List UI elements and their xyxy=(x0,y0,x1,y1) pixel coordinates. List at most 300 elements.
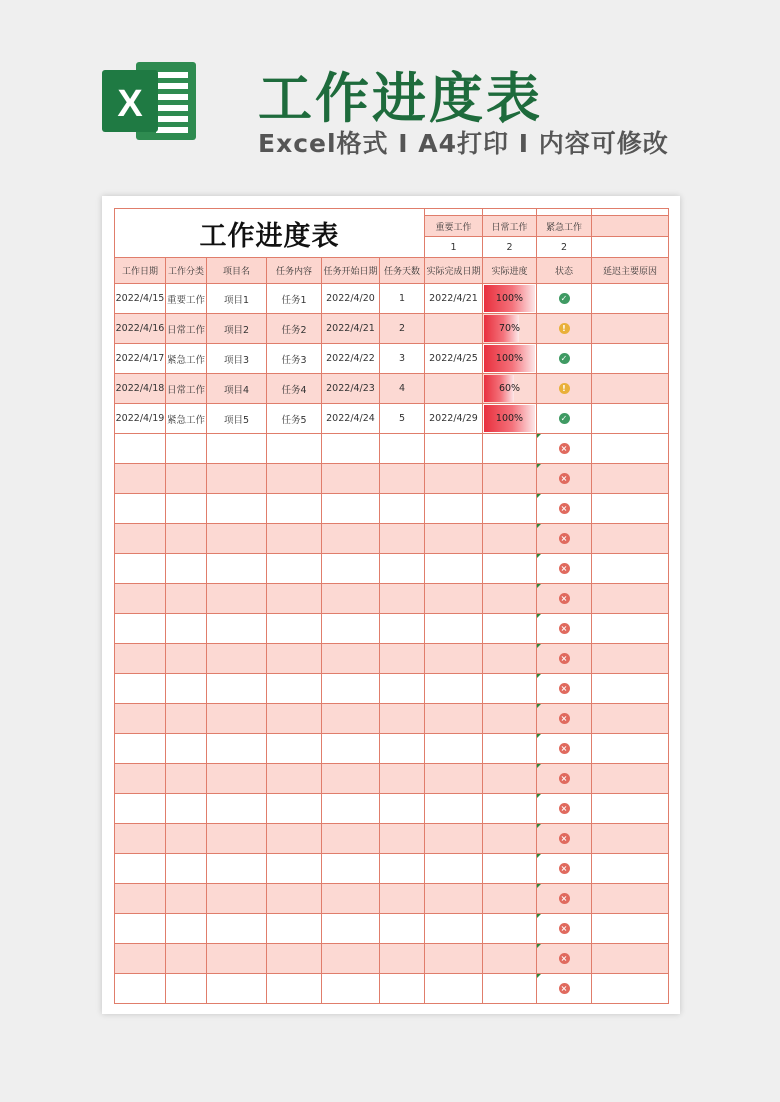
cross-circle-icon: × xyxy=(559,443,570,454)
cell-delay-reason[interactable] xyxy=(592,314,669,344)
table-cell[interactable] xyxy=(592,434,669,464)
cell-progress[interactable] xyxy=(483,284,537,314)
table-cell[interactable] xyxy=(592,524,669,554)
table-cell[interactable] xyxy=(483,674,537,704)
table-cell[interactable] xyxy=(115,704,166,734)
table-cell[interactable] xyxy=(380,884,425,914)
comment-marker-icon xyxy=(537,824,541,828)
table-cell[interactable] xyxy=(592,794,669,824)
table-cell[interactable] xyxy=(267,644,322,674)
table-row-empty xyxy=(115,614,669,644)
cell-progress[interactable] xyxy=(483,404,537,434)
cell-progress[interactable] xyxy=(483,314,537,344)
table-cell[interactable] xyxy=(207,764,267,794)
table-cell[interactable] xyxy=(166,734,207,764)
table-row-empty xyxy=(115,854,669,884)
category-label: 重要工作 xyxy=(425,216,483,237)
table-cell[interactable] xyxy=(322,854,380,884)
table-cell[interactable] xyxy=(322,734,380,764)
table-row-empty xyxy=(115,584,669,614)
cell-status[interactable] xyxy=(537,674,592,704)
cell-status[interactable] xyxy=(537,524,592,554)
table-cell[interactable] xyxy=(425,644,483,674)
table-cell[interactable] xyxy=(166,584,207,614)
table-cell[interactable] xyxy=(115,494,166,524)
table-cell[interactable] xyxy=(483,644,537,674)
comment-marker-icon xyxy=(537,794,541,798)
cell-delay-reason[interactable] xyxy=(592,344,669,374)
table-row xyxy=(115,344,669,374)
table-cell[interactable] xyxy=(483,434,537,464)
table-cell[interactable] xyxy=(483,824,537,854)
table-cell[interactable] xyxy=(267,944,322,974)
table-cell[interactable] xyxy=(425,434,483,464)
cell-status[interactable] xyxy=(537,794,592,824)
table-cell[interactable] xyxy=(425,494,483,524)
table-cell[interactable] xyxy=(425,794,483,824)
table-cell[interactable] xyxy=(267,974,322,1004)
table-cell[interactable] xyxy=(483,584,537,614)
cell-status[interactable] xyxy=(537,464,592,494)
cross-circle-icon: × xyxy=(559,803,570,814)
table-cell[interactable] xyxy=(380,674,425,704)
cell-start[interactable]: 2022/4/23 xyxy=(322,374,380,404)
category-count[interactable]: 2 xyxy=(537,237,592,258)
check-circle-icon: ✓ xyxy=(559,293,570,304)
progress-label: 100% xyxy=(495,353,524,364)
table-cell[interactable] xyxy=(483,464,537,494)
table-cell[interactable] xyxy=(592,674,669,704)
table-cell[interactable] xyxy=(166,554,207,584)
table-cell[interactable] xyxy=(483,794,537,824)
cell-done[interactable] xyxy=(425,374,483,404)
cell-start[interactable]: 2022/4/22 xyxy=(322,344,380,374)
column-header: 延迟主要原因 xyxy=(592,258,669,284)
cell-status[interactable] xyxy=(537,554,592,584)
table-cell[interactable] xyxy=(592,554,669,584)
cell-category[interactable]: 日常工作 xyxy=(166,374,207,404)
table-cell[interactable] xyxy=(322,464,380,494)
table-cell[interactable] xyxy=(380,614,425,644)
table-cell[interactable] xyxy=(267,614,322,644)
cell-progress[interactable] xyxy=(483,344,537,374)
table-cell[interactable] xyxy=(592,704,669,734)
table-cell[interactable] xyxy=(115,674,166,704)
table-cell[interactable] xyxy=(207,734,267,764)
table-cell[interactable] xyxy=(425,914,483,944)
table-cell[interactable] xyxy=(166,704,207,734)
logo-letter: X xyxy=(117,83,143,125)
cell-project[interactable]: 项目2 xyxy=(207,314,267,344)
table-row-empty xyxy=(115,434,669,464)
cell-date[interactable]: 2022/4/18 xyxy=(115,374,166,404)
table-cell[interactable] xyxy=(322,794,380,824)
table-cell[interactable] xyxy=(380,794,425,824)
category-label: 日常工作 xyxy=(483,216,537,237)
cross-circle-icon: × xyxy=(559,593,570,604)
table-cell[interactable] xyxy=(425,734,483,764)
cross-circle-icon: × xyxy=(559,503,570,514)
table-cell[interactable] xyxy=(322,944,380,974)
table-cell[interactable] xyxy=(207,494,267,524)
cell-category[interactable]: 紧急工作 xyxy=(166,344,207,374)
table-cell[interactable] xyxy=(115,794,166,824)
table-cell[interactable] xyxy=(207,644,267,674)
comment-marker-icon xyxy=(537,884,541,888)
table-cell[interactable] xyxy=(207,914,267,944)
table-cell[interactable] xyxy=(166,974,207,1004)
table-cell[interactable] xyxy=(115,884,166,914)
cell-status[interactable] xyxy=(537,944,592,974)
cell-done[interactable]: 2022/4/29 xyxy=(425,404,483,434)
cell-status[interactable] xyxy=(537,884,592,914)
cross-circle-icon: × xyxy=(559,833,570,844)
table-cell[interactable] xyxy=(592,854,669,884)
table-cell[interactable] xyxy=(483,554,537,584)
table-cell[interactable] xyxy=(380,584,425,614)
comment-marker-icon xyxy=(537,554,541,558)
comment-marker-icon xyxy=(537,704,541,708)
cell-task[interactable]: 任务4 xyxy=(267,374,322,404)
table-cell[interactable] xyxy=(267,464,322,494)
table-cell[interactable] xyxy=(322,434,380,464)
table-cell[interactable] xyxy=(380,644,425,674)
table-cell[interactable] xyxy=(592,494,669,524)
cell-task[interactable]: 任务1 xyxy=(267,284,322,314)
table-cell[interactable] xyxy=(483,734,537,764)
table-cell[interactable] xyxy=(115,764,166,794)
table-cell[interactable] xyxy=(267,824,322,854)
cell-date[interactable]: 2022/4/15 xyxy=(115,284,166,314)
table-cell[interactable] xyxy=(322,554,380,584)
cell-days[interactable]: 4 xyxy=(380,374,425,404)
table-cell[interactable] xyxy=(322,974,380,1004)
comment-marker-icon xyxy=(537,524,541,528)
table-cell[interactable] xyxy=(207,524,267,554)
table-cell[interactable] xyxy=(115,614,166,644)
table-cell[interactable] xyxy=(267,764,322,794)
cell-status[interactable] xyxy=(537,344,592,374)
category-count[interactable]: 1 xyxy=(425,237,483,258)
table-cell[interactable] xyxy=(425,524,483,554)
table-cell[interactable] xyxy=(322,524,380,554)
cell-status[interactable] xyxy=(537,434,592,464)
table-cell[interactable] xyxy=(322,494,380,524)
cell-status[interactable] xyxy=(537,584,592,614)
table-cell[interactable] xyxy=(267,704,322,734)
table-cell[interactable] xyxy=(380,974,425,1004)
table-cell[interactable] xyxy=(425,674,483,704)
table-cell[interactable] xyxy=(207,854,267,884)
comment-marker-icon xyxy=(537,944,541,948)
cell-done[interactable]: 2022/4/21 xyxy=(425,284,483,314)
table-cell[interactable] xyxy=(115,554,166,584)
table-cell[interactable] xyxy=(166,824,207,854)
table-cell[interactable] xyxy=(267,674,322,704)
cell-delay-reason[interactable] xyxy=(592,374,669,404)
table-cell[interactable] xyxy=(267,914,322,944)
cell-category[interactable]: 重要工作 xyxy=(166,284,207,314)
table-cell[interactable] xyxy=(380,914,425,944)
cell-days[interactable]: 2 xyxy=(380,314,425,344)
table-cell[interactable] xyxy=(115,584,166,614)
table-cell[interactable] xyxy=(425,974,483,1004)
table-cell[interactable] xyxy=(380,764,425,794)
warning-circle-icon: ! xyxy=(559,323,570,334)
cell-project[interactable]: 项目4 xyxy=(207,374,267,404)
cell-status[interactable] xyxy=(537,764,592,794)
cell-status[interactable] xyxy=(537,404,592,434)
table-cell[interactable] xyxy=(267,554,322,584)
table-cell[interactable] xyxy=(322,704,380,734)
progress-label: 70% xyxy=(498,323,521,334)
table-cell[interactable] xyxy=(166,494,207,524)
cell-date[interactable]: 2022/4/19 xyxy=(115,404,166,434)
table-cell[interactable] xyxy=(483,614,537,644)
cell-start[interactable]: 2022/4/21 xyxy=(322,314,380,344)
table-cell[interactable] xyxy=(322,614,380,644)
table-cell[interactable] xyxy=(592,734,669,764)
table-cell[interactable] xyxy=(207,974,267,1004)
table-row-empty xyxy=(115,464,669,494)
cell-status[interactable] xyxy=(537,914,592,944)
cell-status[interactable] xyxy=(537,614,592,644)
cell-status[interactable] xyxy=(537,494,592,524)
table-cell[interactable] xyxy=(380,464,425,494)
table-row-empty xyxy=(115,914,669,944)
table-cell[interactable] xyxy=(267,494,322,524)
table-cell[interactable] xyxy=(483,524,537,554)
cell-status[interactable] xyxy=(537,314,592,344)
cell-project[interactable]: 项目5 xyxy=(207,404,267,434)
cell-status[interactable] xyxy=(537,824,592,854)
cell-status[interactable] xyxy=(537,704,592,734)
table-cell[interactable] xyxy=(267,884,322,914)
cell-start[interactable]: 2022/4/24 xyxy=(322,404,380,434)
table-cell[interactable] xyxy=(267,584,322,614)
comment-marker-icon xyxy=(537,764,541,768)
cell-days[interactable]: 5 xyxy=(380,404,425,434)
comment-marker-icon xyxy=(537,464,541,468)
table-cell[interactable] xyxy=(207,944,267,974)
table-cell[interactable] xyxy=(425,854,483,884)
category-label: 紧急工作 xyxy=(537,216,592,237)
table-cell[interactable] xyxy=(166,794,207,824)
cell-done[interactable]: 2022/4/25 xyxy=(425,344,483,374)
progress-label: 100% xyxy=(495,293,524,304)
cell-status[interactable] xyxy=(537,644,592,674)
sheet-title: 工作进度表 xyxy=(115,209,425,258)
table-cell[interactable] xyxy=(592,644,669,674)
cell-progress[interactable] xyxy=(483,374,537,404)
table-cell[interactable] xyxy=(322,764,380,794)
cross-circle-icon: × xyxy=(559,923,570,934)
table-cell[interactable] xyxy=(425,764,483,794)
table-cell[interactable] xyxy=(483,764,537,794)
cell-date[interactable]: 2022/4/17 xyxy=(115,344,166,374)
table-cell[interactable] xyxy=(322,644,380,674)
cell-project[interactable]: 项目3 xyxy=(207,344,267,374)
table-cell[interactable] xyxy=(166,764,207,794)
table-cell[interactable] xyxy=(425,884,483,914)
table-cell[interactable] xyxy=(425,554,483,584)
table-cell[interactable] xyxy=(380,494,425,524)
table-cell[interactable] xyxy=(380,734,425,764)
cross-circle-icon: × xyxy=(559,713,570,724)
cell-status[interactable] xyxy=(537,734,592,764)
table-cell[interactable] xyxy=(592,884,669,914)
table-cell[interactable] xyxy=(166,914,207,944)
cell-task[interactable]: 任务2 xyxy=(267,314,322,344)
cell-status[interactable] xyxy=(537,974,592,1004)
cell-project[interactable]: 项目1 xyxy=(207,284,267,314)
table-cell[interactable] xyxy=(115,944,166,974)
table-cell[interactable] xyxy=(592,584,669,614)
table-cell[interactable] xyxy=(380,524,425,554)
table-cell[interactable] xyxy=(267,794,322,824)
table-cell[interactable] xyxy=(115,734,166,764)
table-row xyxy=(115,284,669,314)
table-cell[interactable] xyxy=(425,704,483,734)
table-cell[interactable] xyxy=(166,614,207,644)
cell-status[interactable] xyxy=(537,374,592,404)
table-cell[interactable] xyxy=(322,914,380,944)
cross-circle-icon: × xyxy=(559,473,570,484)
table-cell[interactable] xyxy=(166,674,207,704)
table-cell[interactable] xyxy=(592,974,669,1004)
cell-days[interactable]: 3 xyxy=(380,344,425,374)
table-cell[interactable] xyxy=(267,854,322,884)
table-cell[interactable] xyxy=(166,434,207,464)
table-cell[interactable] xyxy=(380,854,425,884)
cell-delay-reason[interactable] xyxy=(592,404,669,434)
table-cell[interactable] xyxy=(425,464,483,494)
table-cell[interactable] xyxy=(425,944,483,974)
table-cell[interactable] xyxy=(322,884,380,914)
table-cell[interactable] xyxy=(207,884,267,914)
table-cell[interactable] xyxy=(322,674,380,704)
table-cell[interactable] xyxy=(592,944,669,974)
table-cell[interactable] xyxy=(267,524,322,554)
cell-category[interactable]: 紧急工作 xyxy=(166,404,207,434)
table-cell[interactable] xyxy=(425,614,483,644)
cell-days[interactable]: 1 xyxy=(380,284,425,314)
table-cell[interactable] xyxy=(207,794,267,824)
table-cell[interactable] xyxy=(592,824,669,854)
table-cell[interactable] xyxy=(115,914,166,944)
table-cell[interactable] xyxy=(592,914,669,944)
table-cell[interactable] xyxy=(267,734,322,764)
table-cell[interactable] xyxy=(166,524,207,554)
table-cell[interactable] xyxy=(115,464,166,494)
category-count[interactable]: 2 xyxy=(483,237,537,258)
table-cell[interactable] xyxy=(115,854,166,884)
column-header: 实际完成日期 xyxy=(425,258,483,284)
table-cell[interactable] xyxy=(592,614,669,644)
table-cell[interactable] xyxy=(322,584,380,614)
cell-done[interactable] xyxy=(425,314,483,344)
cell-date[interactable]: 2022/4/16 xyxy=(115,314,166,344)
table-cell[interactable] xyxy=(207,704,267,734)
table-row-empty xyxy=(115,644,669,674)
cross-circle-icon: × xyxy=(559,533,570,544)
table-cell[interactable] xyxy=(207,674,267,704)
table-cell[interactable] xyxy=(115,974,166,1004)
comment-marker-icon xyxy=(537,734,541,738)
table-cell[interactable] xyxy=(322,824,380,854)
table-cell[interactable] xyxy=(483,884,537,914)
progress-table xyxy=(114,208,669,1004)
cell-task[interactable]: 任务5 xyxy=(267,404,322,434)
cell-status[interactable] xyxy=(537,284,592,314)
table-cell[interactable] xyxy=(166,644,207,674)
comment-marker-icon xyxy=(537,494,541,498)
table-cell[interactable] xyxy=(166,944,207,974)
table-row-empty xyxy=(115,704,669,734)
table-cell[interactable] xyxy=(267,434,322,464)
table-cell[interactable] xyxy=(207,614,267,644)
table-cell[interactable] xyxy=(115,434,166,464)
table-cell[interactable] xyxy=(380,704,425,734)
table-cell[interactable] xyxy=(115,644,166,674)
table-cell[interactable] xyxy=(425,824,483,854)
cross-circle-icon: × xyxy=(559,773,570,784)
table-cell[interactable] xyxy=(483,704,537,734)
table-row-empty xyxy=(115,494,669,524)
table-cell[interactable] xyxy=(115,824,166,854)
table-cell[interactable] xyxy=(207,584,267,614)
table-cell[interactable] xyxy=(483,914,537,944)
table-cell[interactable] xyxy=(166,884,207,914)
table-cell[interactable] xyxy=(115,524,166,554)
table-row-empty xyxy=(115,554,669,584)
cross-circle-icon: × xyxy=(559,893,570,904)
table-cell[interactable] xyxy=(207,554,267,584)
table-cell[interactable] xyxy=(592,464,669,494)
cell-start[interactable]: 2022/4/20 xyxy=(322,284,380,314)
table-cell[interactable] xyxy=(380,824,425,854)
table-cell[interactable] xyxy=(483,494,537,524)
table-cell[interactable] xyxy=(207,464,267,494)
progress-label: 100% xyxy=(495,413,524,424)
column-header: 项目名 xyxy=(207,258,267,284)
table-cell[interactable] xyxy=(166,854,207,884)
excel-logo-icon xyxy=(100,56,200,146)
table-cell[interactable] xyxy=(166,464,207,494)
table-row-empty xyxy=(115,974,669,1004)
comment-marker-icon xyxy=(537,434,541,438)
table-cell[interactable] xyxy=(425,584,483,614)
table-cell[interactable] xyxy=(483,854,537,884)
table-cell[interactable] xyxy=(207,434,267,464)
cross-circle-icon: × xyxy=(559,653,570,664)
cell-category[interactable]: 日常工作 xyxy=(166,314,207,344)
table-row xyxy=(115,374,669,404)
column-header: 状态 xyxy=(537,258,592,284)
cell-delay-reason[interactable] xyxy=(592,284,669,314)
table-cell[interactable] xyxy=(483,974,537,1004)
cross-circle-icon: × xyxy=(559,623,570,634)
table-cell[interactable] xyxy=(592,764,669,794)
table-cell[interactable] xyxy=(380,434,425,464)
table-cell[interactable] xyxy=(483,944,537,974)
cell-task[interactable]: 任务3 xyxy=(267,344,322,374)
comment-marker-icon xyxy=(537,644,541,648)
table-cell[interactable] xyxy=(380,554,425,584)
table-cell[interactable] xyxy=(380,944,425,974)
table-cell[interactable] xyxy=(207,824,267,854)
cell-status[interactable] xyxy=(537,854,592,884)
